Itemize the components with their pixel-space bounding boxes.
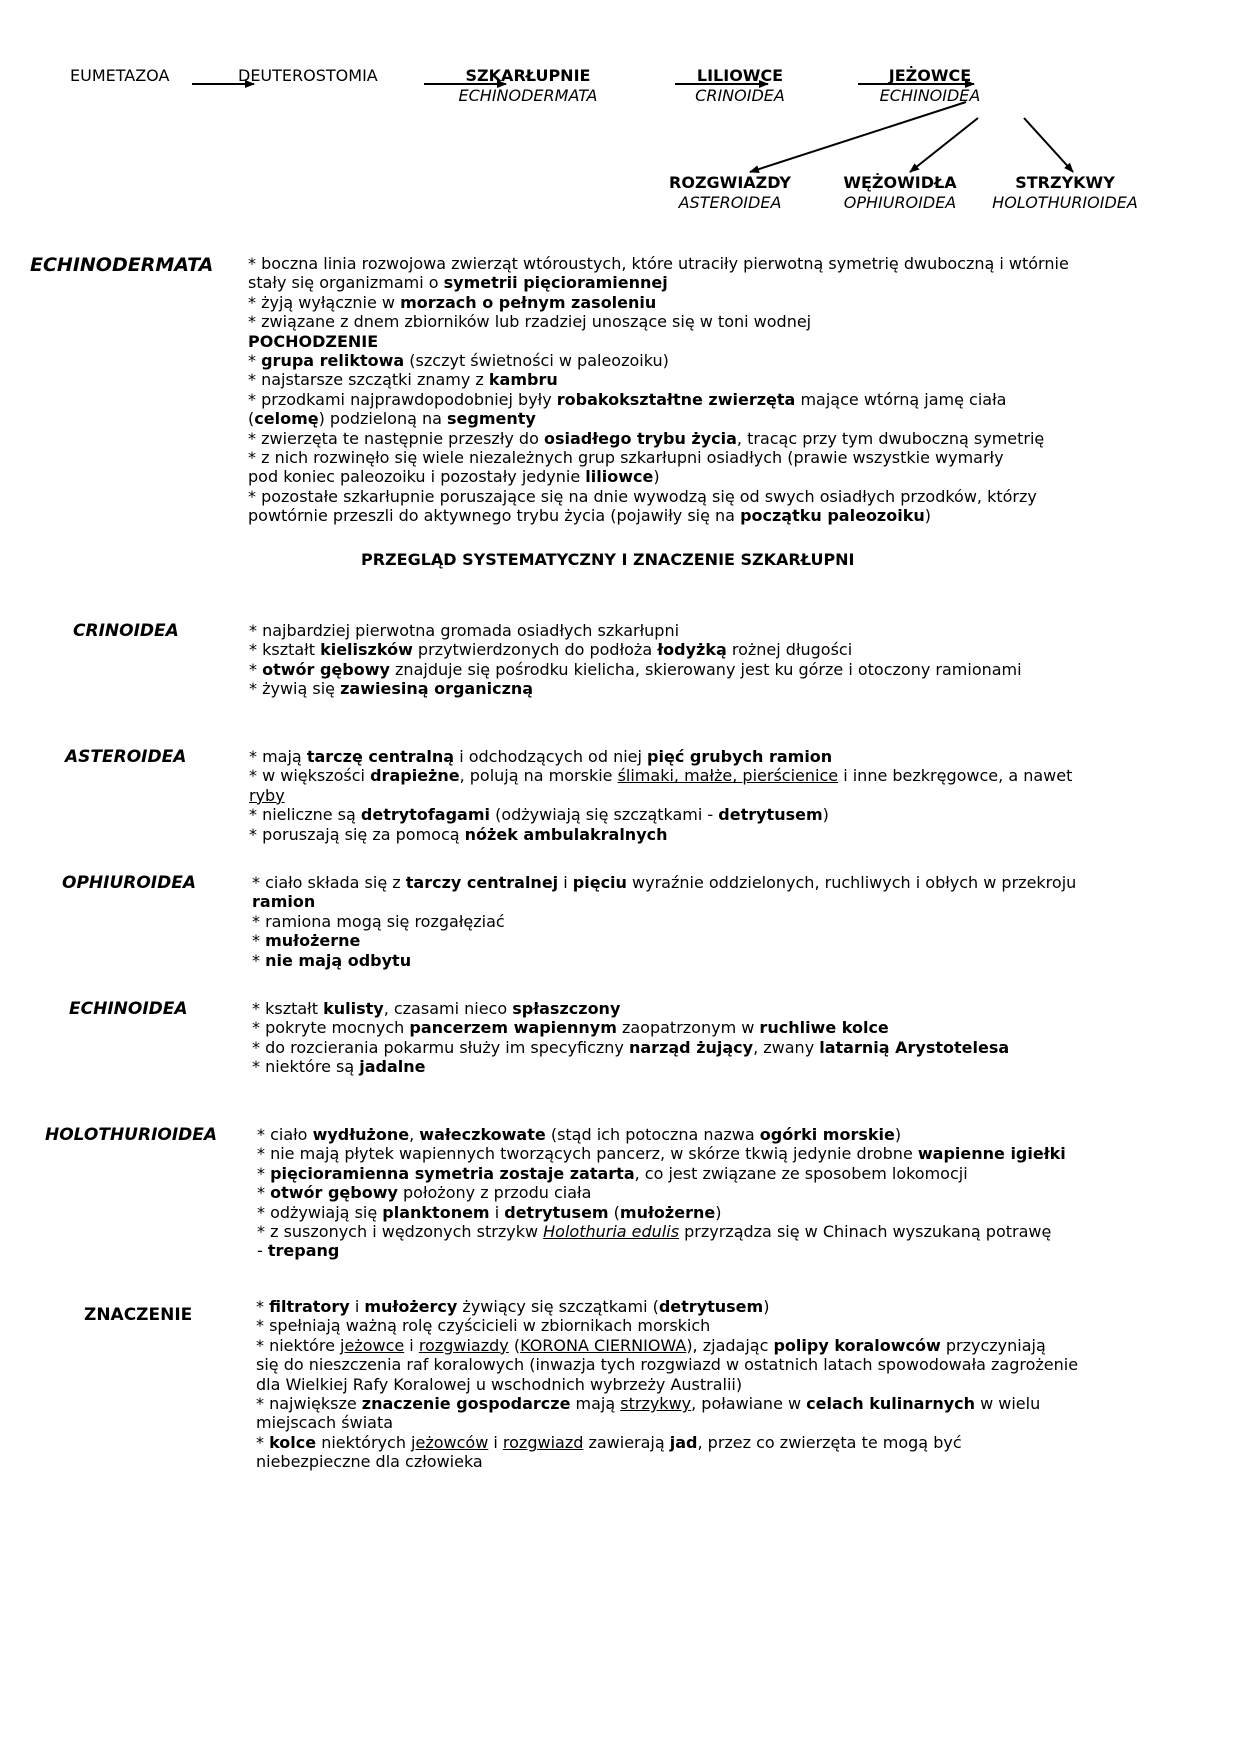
text-run: * żyją wyłącznie w: [248, 292, 401, 312]
text-run: * pozostałe szkarłupnie poruszające się na dnie wywodzą się od swych osiadłych przodków, którzy: [248, 486, 1037, 506]
node-latin: ECHINOIDEA: [879, 86, 981, 105]
text-run: jeżowce: [340, 1335, 405, 1355]
subheading-pochodzenie: [248, 332, 1208, 351]
text-run: ,: [409, 1125, 420, 1144]
text-run: pięć grubych ramion: [647, 747, 833, 766]
text-line: [252, 1018, 1212, 1037]
text-run: * z nich rozwinęło się wiele niezależnych grup szkarłupni osiadłych (prawie wszystkie wymarły: [248, 448, 1004, 468]
znaczenie-text: [256, 1297, 1216, 1472]
text-line: [252, 912, 1212, 931]
text-run: ogórki morskie: [759, 1125, 895, 1144]
text-run: zawiesiną organiczną: [340, 679, 534, 699]
section-label-crinoidea: CRINOIDEA: [73, 621, 179, 641]
text-run: ): [894, 1125, 902, 1144]
section-label-asteroidea: ASTEROIDEA: [65, 747, 187, 767]
text-run: * nieliczne są: [249, 805, 361, 825]
text-run: wyraźnie oddzielonych, ruchliwych i obłych w przekroju: [626, 873, 1077, 892]
text-run: (: [248, 409, 255, 429]
text-run: , czasami nieco: [383, 999, 513, 1018]
text-run: rożnej długości: [726, 640, 853, 660]
text-run: (: [508, 1335, 521, 1355]
text-run: nóżek ambulakralnych: [464, 824, 668, 844]
text-run: Holothuria edulis: [543, 1222, 680, 1242]
text-run: * do rozcierania pokarmu służy im specyficzny: [252, 1037, 629, 1057]
text-run: *: [248, 351, 262, 371]
text-run: pod koniec paleozoiku i pozostały jedynie: [248, 467, 586, 487]
node-title: JEŻOWCE: [888, 66, 972, 85]
text-run: * spełniają ważną rolę czyścicieli w zbiornikach morskich: [256, 1316, 711, 1336]
node-latin: HOLOTHURIOIDEA: [992, 193, 1138, 212]
text-run: się do nieszczenia raf koralowych (inwazja tych rozgwiazd w ostatnich latach spowodowała zagrożenie: [256, 1355, 1079, 1375]
text-run: tarczę centralną: [306, 747, 455, 766]
text-run: * pokryte mocnych: [252, 1018, 410, 1038]
text-run: i: [558, 873, 573, 892]
text-line: [248, 254, 1208, 273]
text-run: nie mają odbytu: [265, 950, 412, 970]
text-run: wapienne igiełki: [917, 1144, 1066, 1164]
text-line: [248, 351, 1208, 370]
text-run: spłaszczony: [512, 999, 621, 1018]
text-run: przyrządza się w Chinach wyszukaną potrawę: [679, 1222, 1052, 1242]
text-line: [248, 409, 1208, 428]
text-line: [256, 1336, 1216, 1355]
text-line: [257, 1164, 1217, 1183]
text-line: [252, 873, 1212, 892]
arrow-jezowce-wezowidla: [910, 118, 978, 172]
text-run: filtratory: [269, 1297, 350, 1316]
arrow-jezowce-rozgwiazdy: [750, 102, 966, 172]
text-run: segmenty: [447, 409, 536, 429]
text-run: *: [257, 1163, 271, 1183]
node-title: EUMETAZOA: [70, 66, 170, 85]
text-run: strzykwy: [620, 1394, 692, 1414]
taxonomy-arrows: [0, 0, 1240, 230]
asteroidea-text: [249, 747, 1209, 844]
text-line: [248, 448, 1208, 467]
text-line: [256, 1297, 1216, 1316]
text-run: przyczyniają: [940, 1335, 1046, 1355]
text-run: ), zjadając: [686, 1335, 774, 1355]
text-line: [257, 1203, 1217, 1222]
text-run: * niektóre: [256, 1335, 340, 1355]
section-label-holothurioidea: HOLOTHURIOIDEA: [45, 1125, 218, 1145]
text-run: * mają: [249, 747, 307, 766]
text-run: i inne bezkręgowce, a nawet: [838, 766, 1073, 786]
text-run: powtórnie przeszli do aktywnego trybu życia (pojawiły się na: [248, 506, 741, 526]
text-line: [257, 1241, 1217, 1260]
text-run: *: [256, 1432, 270, 1452]
text-run: (szczyt świetności w paleozoiku): [404, 351, 669, 371]
text-line: [248, 467, 1208, 486]
text-run: KORONA CIERNIOWA: [520, 1335, 687, 1355]
text-run: początku paleozoiku: [740, 506, 925, 526]
text-run: znaczenie gospodarcze: [361, 1394, 571, 1414]
text-run: jeżowców: [411, 1432, 489, 1452]
text-run: latarnią Arystotelesa: [819, 1037, 1010, 1057]
text-run: otwór gębowy: [270, 1183, 398, 1203]
text-line: [256, 1452, 1216, 1471]
text-line: [248, 429, 1208, 448]
text-run: , zwany: [753, 1037, 820, 1057]
text-line: [248, 312, 1208, 331]
text-run: mułożerne: [265, 931, 361, 951]
text-run: kieliszków: [320, 640, 413, 660]
text-run: położony z przodu ciała: [397, 1183, 592, 1203]
text-line: [257, 1183, 1217, 1202]
text-run: i odchodzących od niej: [454, 747, 648, 766]
arrow-jezowce-strzykwy: [1024, 118, 1073, 172]
text-run: (stąd ich potoczna nazwa: [545, 1125, 760, 1144]
text-run: , poławiane w: [691, 1394, 807, 1414]
text-run: , polują na morskie: [459, 766, 618, 786]
text-line: [249, 805, 1209, 824]
text-run: * najstarsze szczątki znamy z: [248, 370, 489, 390]
text-run: , co jest związane ze sposobem lokomocji: [634, 1163, 968, 1183]
text-run: znajduje się pośrodku kielicha, skierowany jest ku górze i otoczony ramionami: [389, 659, 1022, 679]
text-run: * kształt: [249, 640, 321, 660]
text-line: [248, 370, 1208, 389]
text-line: [252, 931, 1212, 950]
text-run: * odżywiają się: [257, 1202, 383, 1222]
text-run: kambru: [488, 370, 558, 390]
ophiuroidea-text: [252, 873, 1212, 970]
text-run: rozgwiazdy: [418, 1335, 509, 1355]
text-line: [249, 640, 1209, 659]
text-run: niektórych: [316, 1432, 412, 1452]
text-line: [248, 506, 1208, 525]
text-line: [252, 1057, 1212, 1076]
text-run: * ciało: [257, 1125, 313, 1144]
text-run: kolce: [269, 1432, 317, 1452]
text-line: [257, 1144, 1217, 1163]
text-run: ): [763, 1297, 770, 1316]
text-run: grupa reliktowa: [261, 351, 405, 371]
text-run: *: [249, 659, 263, 679]
text-run: * niektóre są: [252, 1057, 360, 1077]
text-run: i: [349, 1297, 365, 1316]
text-run: dla Wielkiej Rafy Koralowej u wschodnich wybrzeży Australii): [256, 1374, 743, 1394]
node-latin: CRINOIDEA: [695, 86, 785, 105]
text-run: * zwierzęta te następnie przeszły do: [248, 428, 544, 448]
text-run: zaopatrzonym w: [616, 1018, 760, 1038]
text-run: stały się organizmami o: [248, 273, 444, 293]
text-run: celomę: [254, 409, 319, 429]
text-line: [248, 273, 1208, 292]
text-run: morzach o pełnym zasoleniu: [400, 292, 657, 312]
text-run: w wielu: [975, 1394, 1041, 1414]
text-run: *: [252, 950, 266, 970]
text-run: celach kulinarnych: [806, 1394, 976, 1414]
text-run: * boczna linia rozwojowa zwierząt wtóroustych, które utraciły pierwotną symetrię dwuboczną i wtórnie: [248, 254, 1069, 273]
text-run: pancerzem wapiennym: [409, 1018, 617, 1038]
text-run: narząd żujący: [628, 1037, 754, 1057]
echinoidea-text: [252, 999, 1212, 1077]
text-line: [252, 999, 1212, 1018]
text-run: i: [489, 1202, 505, 1222]
text-line: [252, 1038, 1212, 1057]
text-line: [249, 621, 1209, 640]
node-title: DEUTEROSTOMIA: [238, 66, 378, 85]
text-run: , przez co zwierzęta te mogą być: [697, 1432, 962, 1452]
text-run: * przodkami najprawdopodobniej były: [248, 389, 557, 409]
text-run: wydłużone: [312, 1125, 410, 1144]
text-run: mułożercy: [364, 1297, 458, 1316]
text-run: ): [924, 506, 931, 526]
text-run: * kształt: [252, 999, 324, 1018]
section-label-echinodermata: ECHINODERMATA: [30, 254, 214, 276]
text-run: * poruszają się za pomocą: [249, 824, 465, 844]
node-title: STRZYKWY: [1015, 173, 1115, 192]
text-line: [252, 951, 1212, 970]
text-run: trepang: [267, 1241, 340, 1261]
text-run: i: [404, 1335, 419, 1355]
node-latin: OPHIUROIDEA: [843, 193, 957, 212]
text-line: [256, 1316, 1216, 1335]
text-run: pięciu: [572, 873, 627, 892]
text-run: ruchliwe kolce: [759, 1018, 889, 1038]
echinodermata-text: [248, 254, 1208, 526]
text-run: -: [257, 1241, 268, 1261]
text-run: * największe: [256, 1394, 362, 1414]
text-run: żywiący się szczątkami (: [457, 1297, 659, 1316]
text-run: niebezpieczne dla człowieka: [256, 1452, 483, 1472]
text-run: *: [257, 1183, 271, 1203]
text-line: [256, 1433, 1216, 1452]
text-run: jadalne: [359, 1057, 426, 1077]
text-run: * ciało składa się z: [252, 873, 406, 892]
text-line: [248, 293, 1208, 312]
text-run: ramion: [252, 892, 316, 912]
text-run: i: [488, 1432, 503, 1452]
text-run: liliowce: [585, 467, 654, 487]
section-label-ophiuroidea: OPHIUROIDEA: [62, 873, 197, 893]
node-title: LILIOWCE: [696, 66, 784, 85]
text-run: ryby: [249, 785, 285, 805]
text-run: mułożerne: [619, 1202, 716, 1222]
text-run: miejscach świata: [256, 1413, 394, 1433]
text-line: [257, 1125, 1217, 1144]
text-line: [256, 1355, 1216, 1374]
text-run: * najbardziej pierwotna gromada osiadłych szkarłupni: [249, 621, 680, 640]
section-title: PRZEGLĄD SYSTEMATYCZNY I ZNACZENIE SZKARŁUPNI: [361, 550, 855, 569]
text-run: (odżywiają się szczątkami -: [489, 805, 719, 825]
text-run: drapieżne: [370, 766, 460, 786]
text-run: pięcioramienna symetria zostaje zatarta: [270, 1163, 635, 1183]
text-run: , tracąc przy tym dwuboczną symetrię: [736, 428, 1045, 448]
text-line: [252, 892, 1212, 911]
text-run: zawierają: [583, 1432, 670, 1452]
text-run: tarczy centralnej: [405, 873, 559, 892]
node-title: ROZGWIAZDY: [669, 173, 791, 192]
text-run: łodyżką: [657, 640, 727, 660]
node-title: SZKARŁUPNIE: [465, 66, 591, 85]
text-line: [249, 825, 1209, 844]
text-run: detrytofagami: [360, 805, 490, 825]
text-line: [249, 786, 1209, 805]
text-run: detrytusem: [504, 1202, 609, 1222]
text-run: ): [715, 1202, 722, 1222]
text-line: [256, 1394, 1216, 1413]
text-run: ) podzieloną na: [318, 409, 448, 429]
text-run: przytwierdzonych do podłoża: [412, 640, 658, 660]
text-run: rozgwiazd: [502, 1432, 584, 1452]
text-run: ): [822, 805, 829, 825]
text-line: [249, 766, 1209, 785]
text-run: detrytusem: [658, 1297, 764, 1316]
text-line: [256, 1375, 1216, 1394]
text-line: [256, 1413, 1216, 1432]
section-label-znaczenie: ZNACZENIE: [84, 1305, 193, 1325]
text-run: robakokształtne zwierzęta: [556, 389, 796, 409]
text-run: osiadłego trybu życia: [543, 428, 737, 448]
text-line: [257, 1222, 1217, 1241]
text-run: * związane z dnem zbiorników lub rzadziej unoszące się w toni wodnej: [248, 312, 812, 332]
text-run: ślimaki, małże, pierścienice: [617, 766, 839, 786]
section-label-echinoidea: ECHINOIDEA: [69, 999, 188, 1019]
crinoidea-text: [249, 621, 1209, 699]
text-run: *: [256, 1297, 270, 1316]
holothurioidea-text: [257, 1125, 1217, 1261]
text-run: kulisty: [323, 999, 384, 1018]
text-line: [248, 390, 1208, 409]
text-run: (: [608, 1202, 620, 1222]
text-run: polipy koralowców: [773, 1335, 941, 1355]
text-run: * w większości: [249, 766, 371, 786]
text-line: [249, 660, 1209, 679]
text-run: * ramiona mogą się rozgałęziać: [252, 911, 505, 931]
text-run: ): [653, 467, 660, 487]
text-run: jad: [669, 1432, 698, 1452]
text-run: detrytusem: [718, 805, 823, 825]
text-run: * żywią się: [249, 679, 341, 699]
text-run: * z suszonych i wędzonych strzykw: [257, 1222, 544, 1242]
node-latin: ASTEROIDEA: [678, 193, 782, 212]
text-line: [249, 747, 1209, 766]
text-run: mają: [570, 1394, 621, 1414]
node-latin: ECHINODERMATA: [458, 86, 598, 105]
text-run: * nie mają płytek wapiennych tworzących pancerz, w skórze tkwią jedynie drobne: [257, 1144, 918, 1164]
node-title: WĘŻOWIDŁA: [843, 173, 957, 192]
text-run: otwór gębowy: [262, 659, 390, 679]
text-line: [248, 487, 1208, 506]
text-run: *: [252, 931, 266, 951]
text-run: symetrii pięcioramiennej: [443, 273, 668, 293]
text-run: POCHODZENIE: [248, 331, 379, 351]
text-run: planktonem: [382, 1202, 490, 1222]
text-run: mające wtórną jamę ciała: [795, 389, 1007, 409]
text-line: [249, 679, 1209, 698]
text-run: wałeczkowate: [419, 1125, 546, 1144]
